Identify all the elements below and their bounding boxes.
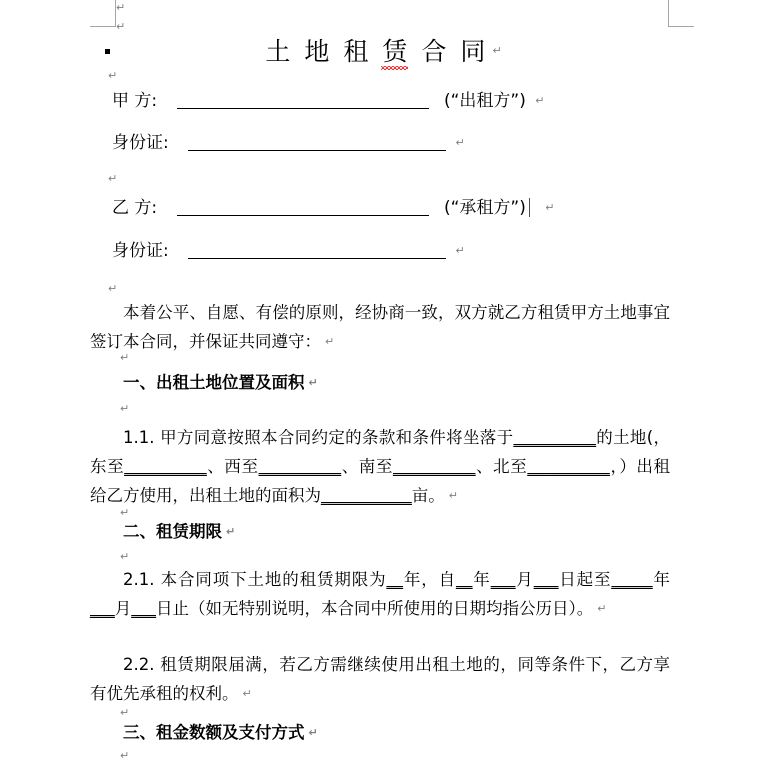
preamble-text: 本着公平、自愿、有偿的原则，经协商一致，双方就乙方租赁甲方土地事宜签订本合同，并保证共同遵守： (90, 303, 670, 351)
paragraph-mark: ↵ (120, 706, 130, 719)
party-b-input[interactable] (177, 198, 429, 216)
paragraph-mark: ↵ (308, 376, 318, 389)
clause-blank[interactable]: __________ (392, 457, 476, 476)
paragraph-mark: ↵ (116, 20, 126, 33)
title-char-misspelled: 赁 (382, 37, 408, 66)
paragraph-mark: ↵ (120, 550, 130, 563)
section-heading-2 (90, 517, 670, 546)
party-a-input[interactable] (177, 91, 429, 109)
clause-blank[interactable]: __ (455, 570, 473, 589)
paragraph-mark: ↵ (108, 69, 118, 82)
title-char: 合 (421, 37, 447, 66)
clause-number: 2.2. (123, 655, 155, 674)
paragraph-mark: ↵ (545, 201, 555, 214)
party-a-id-row (112, 132, 465, 154)
paragraph-mark: ↵ (492, 44, 502, 57)
party-a-id-input[interactable] (188, 133, 446, 151)
title-char: 土 (265, 37, 291, 66)
party-a-id-label: 身份证: (112, 133, 169, 153)
section-heading-1-text: 一、出租土地位置及面积 (123, 373, 305, 392)
clause-blank[interactable]: ___________ (321, 486, 412, 505)
party-b-row (112, 197, 554, 219)
title-char: 地 (304, 37, 330, 66)
clause-blank[interactable]: __________ (258, 457, 342, 476)
clause-text-part: 年 (472, 570, 491, 589)
clause-blank[interactable]: ___ (131, 599, 156, 618)
paragraph-mark: ↵ (455, 244, 465, 257)
clause-text-part: 、南至 (341, 457, 393, 476)
clause-text-part: ，）出租给乙方使用，出租土地的面积为 (90, 457, 671, 505)
clause-number: 1.1. (123, 428, 155, 447)
paragraph-mark: ↵ (226, 525, 236, 538)
paragraph-mark: ↵ (108, 172, 118, 185)
clause-blank[interactable]: __________ (124, 457, 207, 476)
clause-text-part: 租赁期限届满，若乙方需继续使用出租土地的，同等条件下，乙方享有优先承租的权利。 (90, 655, 671, 703)
paragraph-mark: ↵ (120, 351, 130, 364)
paragraph-mark: ↵ (120, 402, 130, 415)
clause-text-part: 的土地(，东至 (90, 428, 671, 476)
party-b-id-input[interactable] (188, 241, 446, 259)
paragraph-mark: ↵ (108, 282, 118, 295)
clause-1-1 (90, 423, 670, 510)
clause-text-part: 月 (114, 599, 132, 618)
paragraph-mark: ↵ (120, 749, 130, 762)
text-cursor (529, 198, 530, 217)
paragraph-mark: ↵ (325, 335, 335, 348)
party-a-label: 甲 方: (112, 91, 158, 111)
clause-text-part: 、西至 (206, 457, 259, 476)
party-a-row (112, 90, 544, 112)
clause-number: 2.1. (123, 570, 155, 589)
clause-2-1 (90, 565, 670, 623)
clause-blank[interactable]: ___ (490, 570, 516, 589)
clause-text-part: 本合同项下土地的租赁期限为 (160, 570, 387, 589)
clause-text-part: 、北至 (475, 457, 528, 476)
clause-blank[interactable]: __________ (513, 428, 596, 447)
clause-text-part: 年，自 (402, 570, 456, 589)
clause-text-part: 日起至 (558, 570, 612, 589)
clause-2-2 (90, 650, 670, 708)
section-heading-3-text: 三、租金数额及支付方式 (123, 723, 305, 742)
paragraph-mark: ↵ (308, 726, 318, 739)
title-char: 租 (343, 37, 369, 66)
page-title (90, 36, 670, 67)
clause-blank[interactable]: ___ (90, 599, 115, 618)
paragraph-mark: ↵ (597, 602, 607, 615)
paragraph-mark: ↵ (120, 506, 130, 519)
section-heading-3 (90, 718, 670, 747)
party-b-id-row (112, 240, 465, 262)
clause-blank[interactable]: __ (386, 570, 403, 589)
paragraph-mark: ↵ (116, 1, 126, 14)
clause-blank[interactable]: _____ (611, 570, 653, 589)
party-a-role: (“出租方”) (443, 91, 526, 111)
party-b-id-label: 身份证: (112, 241, 169, 261)
margin-guide-top-left (90, 0, 116, 27)
clause-text-part: 年 (652, 570, 671, 589)
clause-text-part: 亩。 (411, 486, 445, 505)
paragraph-mark: ↵ (242, 687, 252, 700)
clause-text-part: 日止（如无特别说明，本合同中所使用的日期均指公历日）。 (156, 599, 594, 618)
clause-blank[interactable]: __________ (527, 457, 610, 476)
preamble-paragraph (90, 298, 670, 356)
title-char: 同 (460, 37, 486, 66)
section-heading-2-text: 二、租赁期限 (123, 522, 222, 541)
paragraph-mark: ↵ (448, 489, 458, 502)
party-b-label: 乙 方: (112, 198, 158, 218)
paragraph-mark: ↵ (535, 94, 545, 107)
margin-guide-top-right (668, 0, 694, 27)
clause-text-part: 甲方同意按照本合同约定的条款和条件将坐落于 (160, 428, 514, 447)
paragraph-mark: ↵ (455, 136, 465, 149)
party-b-role: (“承租方”) (443, 198, 526, 218)
clause-blank[interactable]: ___ (533, 570, 559, 589)
section-heading-1 (90, 368, 670, 397)
clause-text-part: 月 (515, 570, 534, 589)
